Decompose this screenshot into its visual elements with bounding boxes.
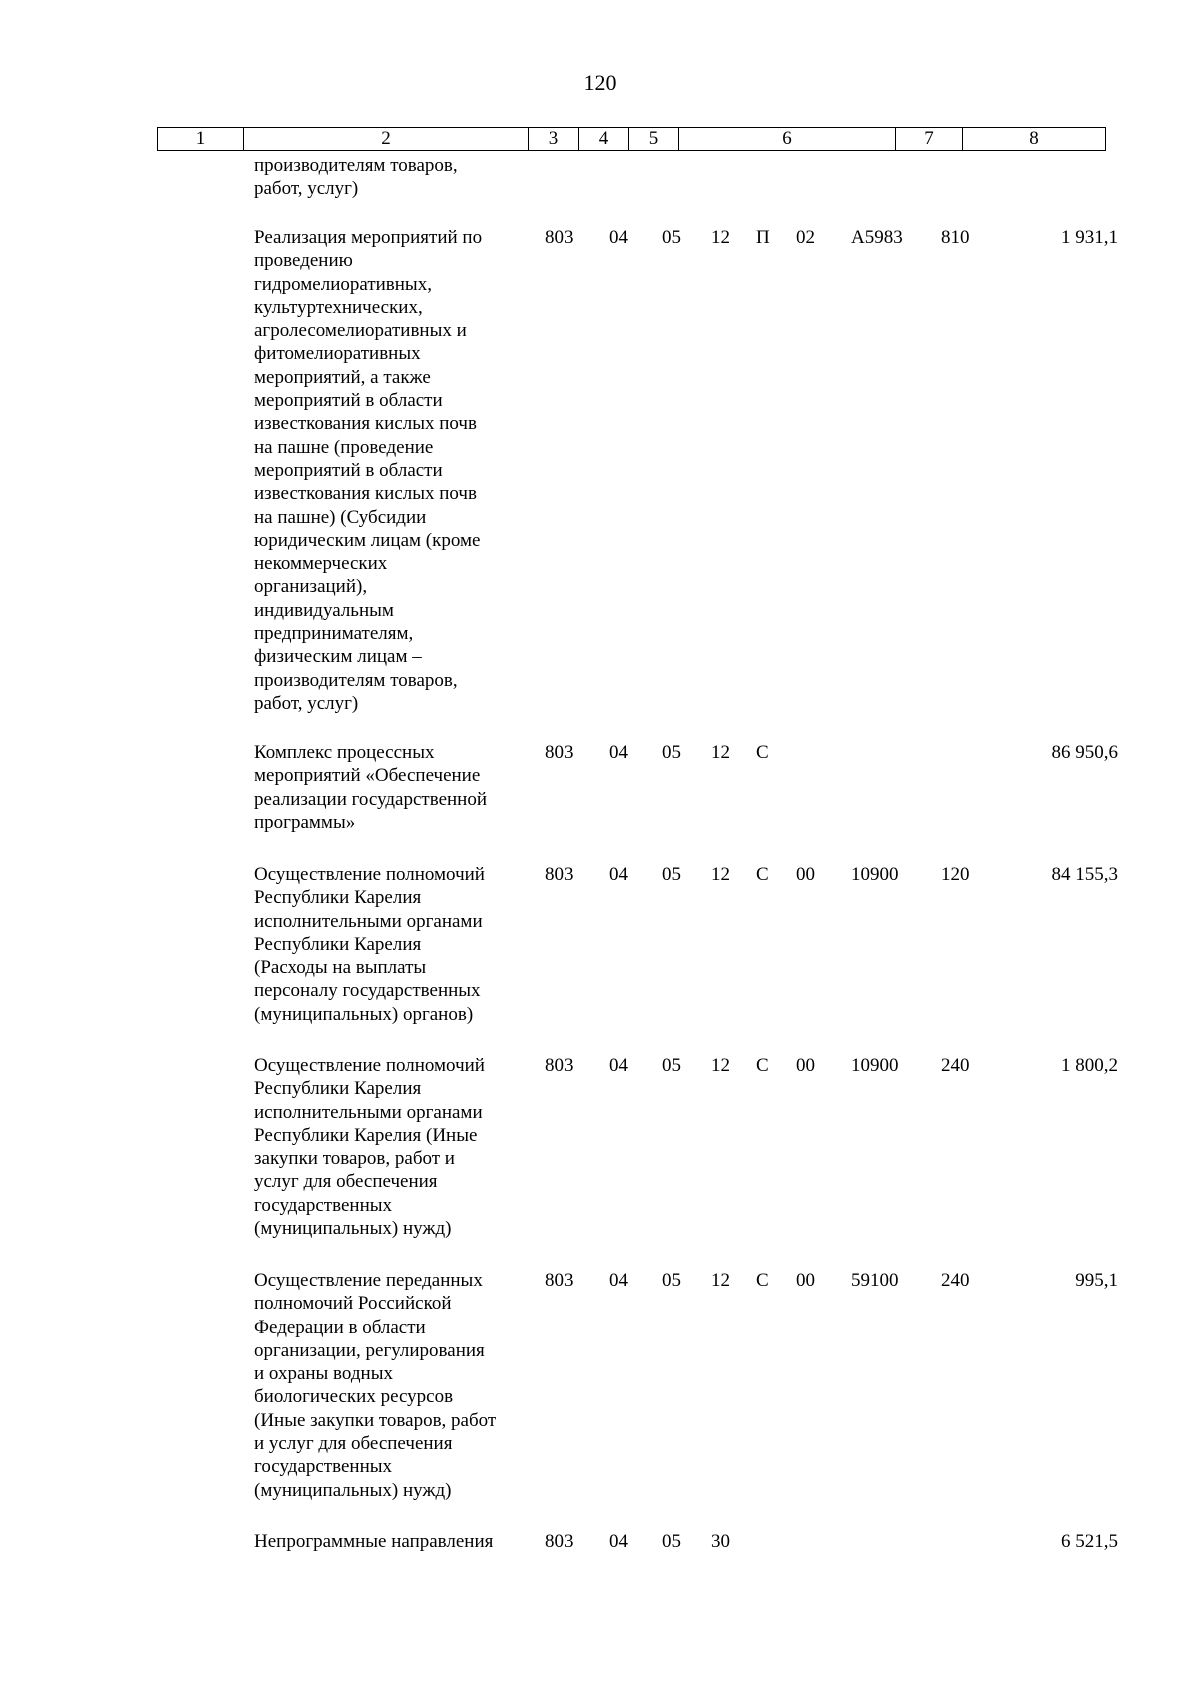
header-col-7: 7 <box>896 128 963 151</box>
column-header-table <box>157 127 1106 151</box>
row-amount: 6 521,5 <box>1061 1531 1118 1552</box>
description-line: фитомелиоративных <box>254 343 421 365</box>
description-line: организаций), <box>254 576 368 598</box>
description-line: государственных <box>254 1456 393 1478</box>
description-line: Республики Карелия <box>254 933 422 955</box>
code-program: 12 <box>711 227 730 248</box>
description-line: реализации государственной <box>254 788 488 810</box>
description-line: проведению <box>254 250 353 272</box>
header-row <box>158 128 1106 151</box>
description-line: Осуществление полномочий <box>254 1055 485 1076</box>
description-line: Непрограммные направления <box>254 1531 494 1552</box>
description-line: известкования кислых почв <box>254 413 477 435</box>
code-expense-type: 240 <box>941 1055 970 1076</box>
code-program-type: С <box>756 1055 769 1076</box>
description-line: мероприятий в области <box>254 459 443 481</box>
row-description <box>254 863 514 1026</box>
code-expense-type: 240 <box>941 1270 970 1291</box>
code-program-type: С <box>756 742 769 763</box>
description-line: агролесомелиоративных и <box>254 320 467 342</box>
row-description <box>254 1269 514 1502</box>
code-section: 04 <box>609 1531 628 1552</box>
code-subsection: 05 <box>662 1270 681 1291</box>
row-amount: 86 950,6 <box>1051 742 1118 763</box>
code-program-type: С <box>756 864 769 885</box>
code-subsection: 05 <box>662 1055 681 1076</box>
description-line: закупки товаров, работ и <box>254 1148 455 1170</box>
code-subprogram: 00 <box>796 1270 815 1291</box>
header-col-6: 6 <box>679 128 896 151</box>
header-col-4: 4 <box>579 128 629 151</box>
description-line: персоналу государственных <box>254 980 481 1002</box>
description-line: (муниципальных) органов) <box>254 1003 474 1025</box>
description-line: биологических ресурсов <box>254 1386 454 1408</box>
code-admin: 803 <box>545 1055 574 1076</box>
code-subsection: 05 <box>662 227 681 248</box>
description-line: мероприятий «Обеспечение <box>254 765 481 787</box>
description-line: исполнительными органами <box>254 1101 483 1123</box>
row-amount: 995,1 <box>1075 1270 1118 1291</box>
code-subsection: 05 <box>662 1531 681 1552</box>
description-line: Реализация мероприятий по <box>254 227 483 248</box>
description-line: (Иные закупки товаров, работ <box>254 1409 497 1431</box>
description-line: некоммерческих <box>254 553 388 575</box>
description-line: полномочий Российской <box>254 1293 452 1315</box>
description-line: Комплекс процессных <box>254 742 435 763</box>
header-col-5: 5 <box>629 128 679 151</box>
description-line: юридическим лицам (кроме <box>254 529 481 551</box>
description-line: мероприятий в области <box>254 390 443 412</box>
description-line: работ, услуг) <box>254 692 359 714</box>
code-direction: 10900 <box>851 1055 899 1076</box>
code-admin: 803 <box>545 864 574 885</box>
description-line: исполнительными органами <box>254 910 483 932</box>
code-section: 04 <box>609 1055 628 1076</box>
row-description <box>254 154 514 201</box>
code-subprogram: 00 <box>796 864 815 885</box>
code-direction: А5983 <box>851 227 903 248</box>
header-col-3: 3 <box>529 128 579 151</box>
row-amount: 1 800,2 <box>1061 1055 1118 1076</box>
description-line: государственных <box>254 1194 393 1216</box>
description-line: услуг для обеспечения <box>254 1171 438 1193</box>
code-program: 12 <box>711 1055 730 1076</box>
description-line: организации, регулирования <box>254 1339 485 1361</box>
description-line: культуртехнических, <box>254 296 423 318</box>
description-line: известкования кислых почв <box>254 483 477 505</box>
code-section: 04 <box>609 864 628 885</box>
code-expense-type: 810 <box>941 227 970 248</box>
description-line: (муниципальных) нужд) <box>254 1218 452 1240</box>
description-line: производителям товаров, <box>254 669 458 691</box>
code-admin: 803 <box>545 1531 574 1552</box>
row-description <box>254 1530 514 1553</box>
description-line: работ, услуг) <box>254 178 359 200</box>
description-line: мероприятий, а также <box>254 366 431 388</box>
description-line: программы» <box>254 811 356 833</box>
description-line: производителям товаров, <box>254 155 458 176</box>
description-line: на пашне) (Субсидии <box>254 506 427 528</box>
page-number: 120 <box>583 70 617 95</box>
header-col-8: 8 <box>963 128 1106 151</box>
code-direction: 10900 <box>851 864 899 885</box>
code-program: 12 <box>711 864 730 885</box>
header-col-2: 2 <box>244 128 529 151</box>
description-line: на пашне (проведение <box>254 436 434 458</box>
code-subprogram: 02 <box>796 227 815 248</box>
description-line: гидромелиоративных, <box>254 273 432 295</box>
code-admin: 803 <box>545 227 574 248</box>
code-program: 30 <box>711 1531 730 1552</box>
code-direction: 59100 <box>851 1270 899 1291</box>
code-section: 04 <box>609 1270 628 1291</box>
code-program-type: С <box>756 1270 769 1291</box>
code-program: 12 <box>711 1270 730 1291</box>
row-description <box>254 226 514 715</box>
code-admin: 803 <box>545 1270 574 1291</box>
code-section: 04 <box>609 227 628 248</box>
code-subsection: 05 <box>662 864 681 885</box>
code-subprogram: 00 <box>796 1055 815 1076</box>
row-description <box>254 1054 514 1240</box>
code-subsection: 05 <box>662 742 681 763</box>
code-expense-type: 120 <box>941 864 970 885</box>
code-program: 12 <box>711 742 730 763</box>
header-col-1: 1 <box>158 128 244 151</box>
description-line: физическим лицам – <box>254 646 422 668</box>
description-line: (Расходы на выплаты <box>254 957 427 979</box>
code-admin: 803 <box>545 742 574 763</box>
code-program-type: П <box>756 227 770 248</box>
description-line: (муниципальных) нужд) <box>254 1479 452 1501</box>
description-line: и охраны водных <box>254 1363 393 1385</box>
description-line: индивидуальным <box>254 599 394 621</box>
description-line: Федерации в области <box>254 1316 426 1338</box>
description-line: Осуществление переданных <box>254 1270 483 1291</box>
description-line: Республики Карелия <box>254 1078 422 1100</box>
code-section: 04 <box>609 742 628 763</box>
description-line: предпринимателям, <box>254 623 414 645</box>
row-amount: 1 931,1 <box>1061 227 1118 248</box>
description-line: Республики Карелия (Иные <box>254 1124 478 1146</box>
description-line: Республики Карелия <box>254 887 422 909</box>
row-description <box>254 741 514 834</box>
row-amount: 84 155,3 <box>1051 864 1118 885</box>
description-line: Осуществление полномочий <box>254 864 485 885</box>
description-line: и услуг для обеспечения <box>254 1433 453 1455</box>
